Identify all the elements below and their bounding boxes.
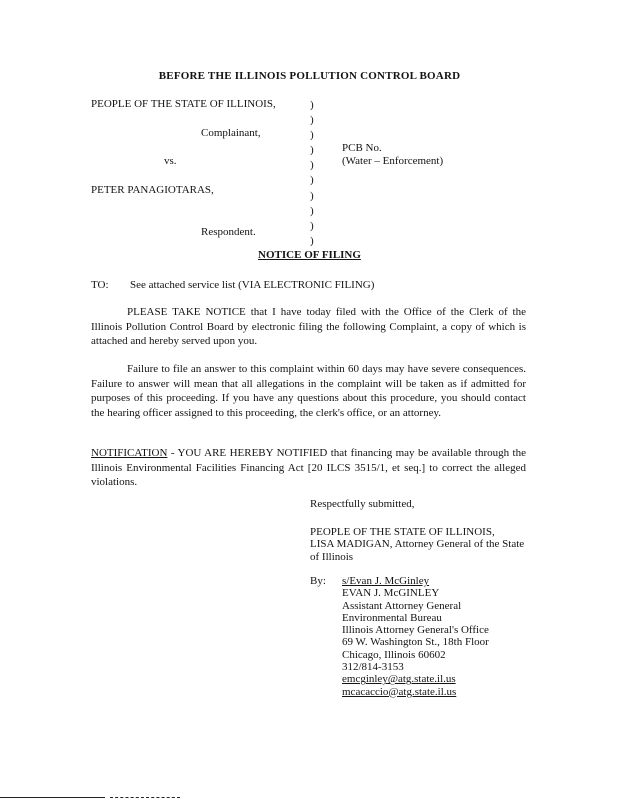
by-label: By:	[310, 575, 326, 587]
bureau-name: Environmental Bureau	[342, 611, 442, 624]
versus-label: vs.	[164, 155, 177, 167]
to-label: TO:	[91, 279, 109, 291]
case-type: (Water – Enforcement)	[342, 155, 444, 167]
email-link-1[interactable]: emcginley@atg.state.il.us	[342, 673, 456, 686]
signature-party-block	[310, 526, 524, 563]
caption-brackets	[310, 98, 320, 249]
notification-text: - YOU ARE HEREBY NOTIFIED that financing may be available through the Illinois Environmental Facilities Financing Act [20 ILCS 3515/1, et seq.] to correct the alleged violations.	[91, 447, 526, 488]
caption-bracket: )	[310, 189, 314, 202]
notice-paragraph-2: Failure to file an answer to this complaint within 60 days may have severe consequences. Failure to answer will mean that all allegations in the complaint will be taken as if admitted for purposes of this proceeding. If you have any questions about this procedure, you should contact the hearing officer assigned to this proceeding, the clerk's office, or an attorney.	[91, 363, 526, 419]
complainant-label: Complainant,	[201, 127, 261, 139]
office-name: Illinois Attorney General's Office	[342, 624, 489, 637]
caption-bracket: )	[310, 234, 314, 247]
caption-bracket: )	[310, 129, 314, 142]
caption-bracket: )	[310, 99, 314, 111]
footer-divider	[0, 797, 105, 798]
caption-bracket: )	[310, 114, 314, 127]
attorney-general-line-2: of Illinois	[310, 550, 354, 563]
street-address: 69 W. Washington St., 18th Floor	[342, 636, 489, 649]
city-address: Chicago, Illinois 60602	[342, 648, 446, 661]
attorney-general-line-1: LISA MADIGAN, Attorney General of the State	[310, 538, 525, 551]
notification-label: NOTIFICATION	[91, 447, 168, 459]
notification-paragraph	[91, 446, 526, 490]
plaintiff-name: PEOPLE OF THE STATE OF ILLINOIS,	[91, 98, 276, 110]
caption-bracket: )	[310, 219, 314, 232]
phone-number: 312/814-3153	[342, 661, 404, 674]
electronic-signature: s/Evan J. McGinley	[342, 575, 430, 587]
case-number: PCB No.	[342, 142, 382, 154]
to-value: See attached service list (VIA ELECTRONIC FILING)	[130, 279, 375, 291]
attorney-title: Assistant Attorney General	[342, 599, 462, 612]
attorney-block	[342, 575, 489, 698]
caption-bracket: )	[310, 159, 314, 172]
closing: Respectfully submitted,	[310, 498, 415, 510]
footer-dashed-divider	[110, 797, 180, 798]
caption-bracket: )	[310, 144, 314, 157]
board-title: BEFORE THE ILLINOIS POLLUTION CONTROL BOARD	[158, 70, 461, 82]
notice-paragraph-1: PLEASE TAKE NOTICE that I have today filed with the Office of the Clerk of the Illinois Pollution Control Board by electronic filing the following Complaint, a copy of which is attached and hereby served upon you.	[91, 306, 526, 347]
caption-bracket: )	[310, 174, 314, 187]
attorney-name: EVAN J. McGINLEY	[342, 587, 440, 600]
defendant-name: PETER PANAGIOTARAS,	[91, 184, 214, 196]
caption-bracket: )	[310, 204, 314, 217]
party-name: PEOPLE OF THE STATE OF ILLINOIS,	[310, 526, 495, 538]
respondent-label: Respondent.	[201, 226, 256, 238]
notice-title: NOTICE OF FILING	[258, 249, 361, 261]
email-link-2[interactable]: mcacaccio@atg.state.il.us	[342, 685, 457, 698]
